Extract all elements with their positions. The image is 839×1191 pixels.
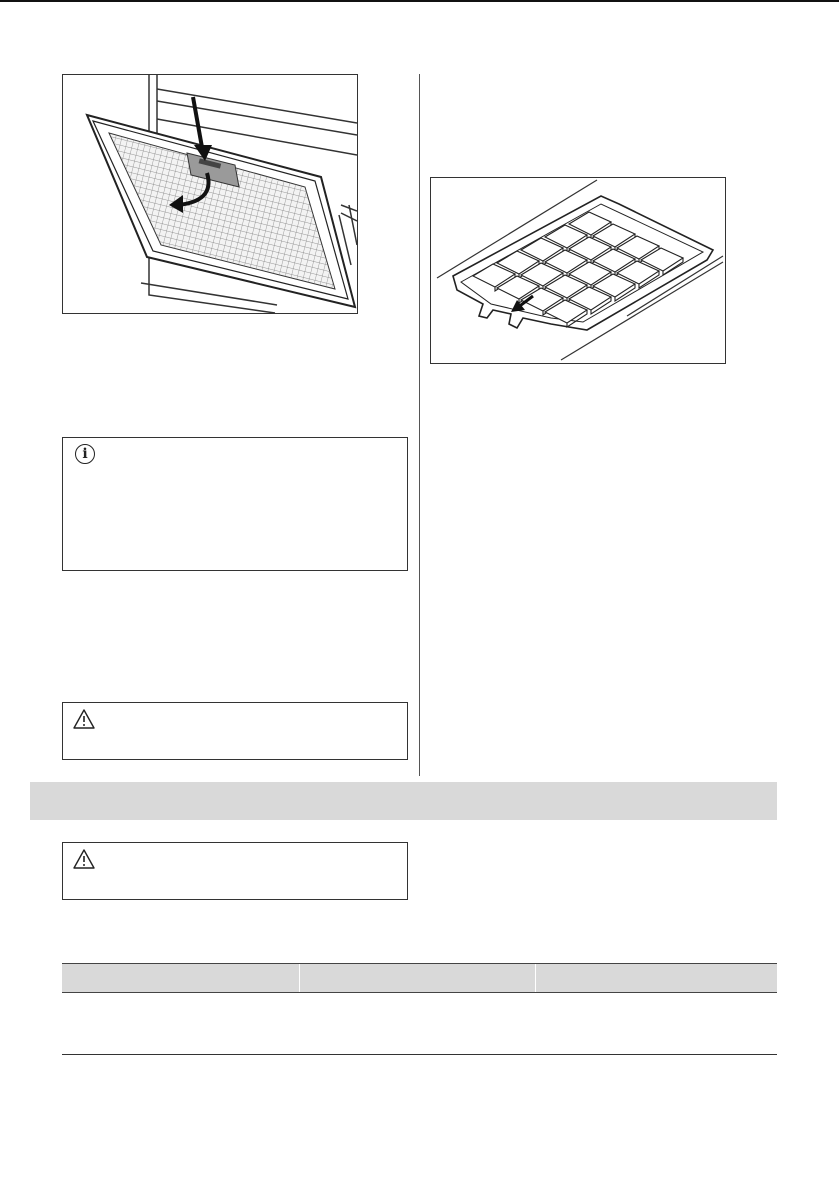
column-divider [419,74,420,776]
table-header-row [62,963,777,993]
info-note-box [62,437,408,571]
warning-box [62,702,408,760]
warning-box-2 [62,842,408,900]
info-icon: i [75,444,95,464]
grease-filter-figure [62,74,358,314]
warning-triangle-icon [73,709,95,729]
charcoal-filter-illustration [431,178,725,363]
grease-filter-removal-illustration [63,75,357,313]
table-row-separator [62,1054,777,1055]
warning-triangle-icon [73,849,95,869]
page-top-rule [0,0,839,2]
charcoal-filter-figure [430,177,726,364]
section-heading-band [30,782,777,820]
